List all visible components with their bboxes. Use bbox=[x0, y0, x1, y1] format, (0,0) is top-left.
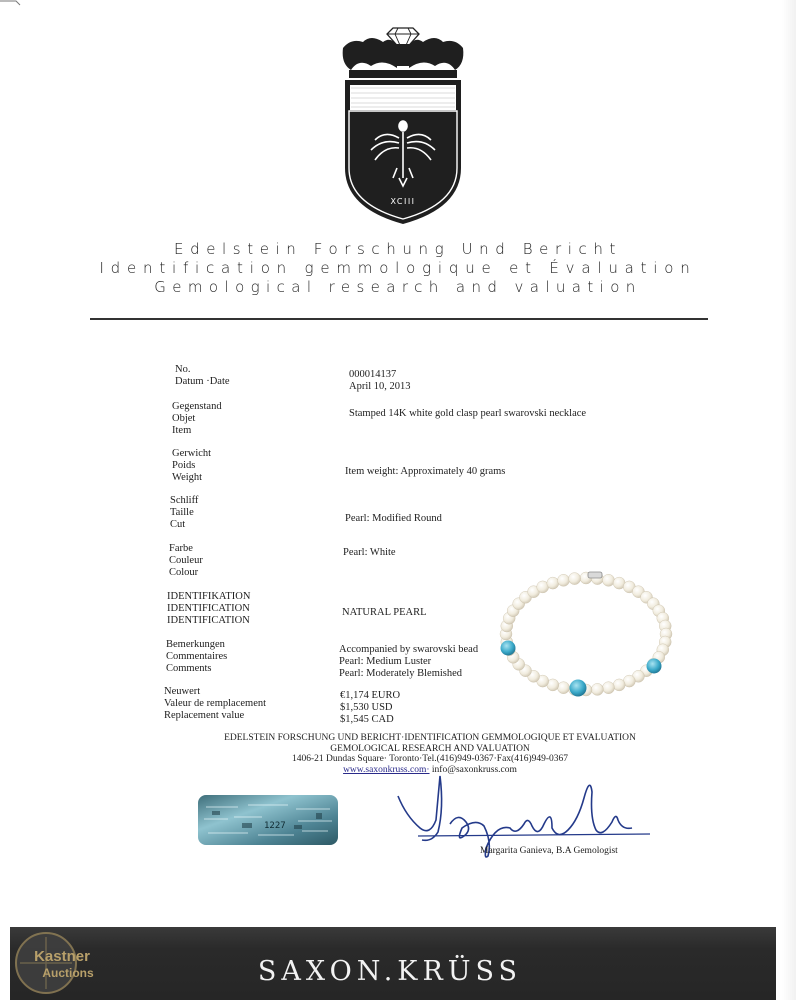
pearl-necklace-photo bbox=[496, 568, 682, 706]
label-weight: Gerwicht Poids Weight bbox=[172, 448, 212, 483]
value-weight: Item weight: Approximately 40 grams bbox=[345, 466, 506, 477]
header-mottos bbox=[0, 240, 796, 297]
pearl bbox=[547, 577, 559, 589]
pearl bbox=[603, 574, 615, 586]
pearl bbox=[569, 573, 581, 585]
hologram-sticker bbox=[198, 795, 338, 845]
gemologist-name: Margarita Ganieva, B.A Gemologist bbox=[480, 846, 618, 856]
watermark-name: Kastner bbox=[34, 948, 90, 965]
pearl bbox=[591, 683, 603, 695]
mantling-icon bbox=[343, 38, 464, 78]
watermark-logo bbox=[10, 927, 116, 999]
pearl bbox=[613, 679, 625, 691]
value-euro: €1,174 EURO bbox=[340, 690, 401, 701]
corner-mark bbox=[0, 0, 22, 6]
value-cad: $1,545 CAD bbox=[340, 714, 394, 725]
pearl bbox=[558, 682, 570, 694]
certificate-date: April 10, 2013 bbox=[349, 381, 411, 392]
label-number-date: No. Datum ·Date bbox=[175, 364, 230, 387]
brand-name: SAXON.KRÜSS bbox=[257, 956, 523, 987]
crest-emblem bbox=[337, 18, 469, 230]
watermark-sub: Auctions bbox=[42, 966, 94, 980]
hologram-number: 1227 bbox=[264, 821, 286, 831]
motto-french: Identification gemmologique et Évaluation bbox=[99, 259, 697, 277]
label-item: Gegenstand Objet Item bbox=[172, 401, 222, 436]
motto-english: Gemological research and valuation bbox=[154, 278, 642, 296]
pearl bbox=[558, 574, 570, 586]
footer-company-line: EDELSTEIN FORSCHUNG UND BERICHT·IDENTIFICATION GEMMOLOGIQUE ET EVALUATION bbox=[224, 733, 636, 743]
pearl-strand bbox=[500, 572, 672, 696]
value-replacement bbox=[340, 690, 400, 726]
motto-german: Edelstein Forschung Und Bericht bbox=[174, 240, 622, 258]
label-identification: IDENTIFIKATION IDENTIFICATION IDENTIFICATION bbox=[167, 591, 251, 626]
label-replacement-value: Neuwert Valeur de remplacement Replacement value bbox=[164, 686, 267, 721]
footer-tagline: GEMOLOGICAL RESEARCH AND VALUATION bbox=[330, 743, 530, 754]
email-text: info@saxonkruss.com bbox=[429, 764, 517, 775]
footer-contact-line: 1406-21 Dundas Square· Toronto·Tel.(416)949-0367·Fax(416)949-0367 bbox=[291, 754, 569, 764]
value-item: Stamped 14K white gold clasp pearl swarovski necklace bbox=[349, 408, 587, 419]
value-number-date bbox=[349, 369, 411, 393]
website-link[interactable]: www.saxonkruss.com· bbox=[343, 764, 430, 775]
swarovski-bead-left bbox=[501, 641, 516, 656]
value-identification: NATURAL PEARL bbox=[342, 607, 427, 618]
value-colour: Pearl: White bbox=[343, 547, 396, 558]
clasp bbox=[588, 572, 602, 578]
header-divider bbox=[90, 318, 708, 320]
swarovski-bead-right bbox=[647, 659, 662, 674]
crest-numeral: XCIII bbox=[390, 197, 416, 206]
label-colour: Farbe Couleur Colour bbox=[169, 543, 203, 578]
value-comments: Accompanied by swarovski bead Pearl: Medium Luster Pearl: Moderately Blemished bbox=[339, 644, 479, 679]
value-cut: Pearl: Modified Round bbox=[345, 513, 442, 524]
label-cut: Schliff Taille Cut bbox=[170, 495, 199, 530]
label-comments: Bemerkungen Commentaires Comments bbox=[166, 639, 228, 674]
scan-edge-shadow bbox=[782, 0, 796, 1000]
value-usd: $1,530 USD bbox=[340, 702, 393, 713]
pearl bbox=[603, 682, 615, 694]
certificate-number: 000014137 bbox=[349, 369, 397, 380]
swarovski-bead-bottom bbox=[570, 680, 587, 697]
